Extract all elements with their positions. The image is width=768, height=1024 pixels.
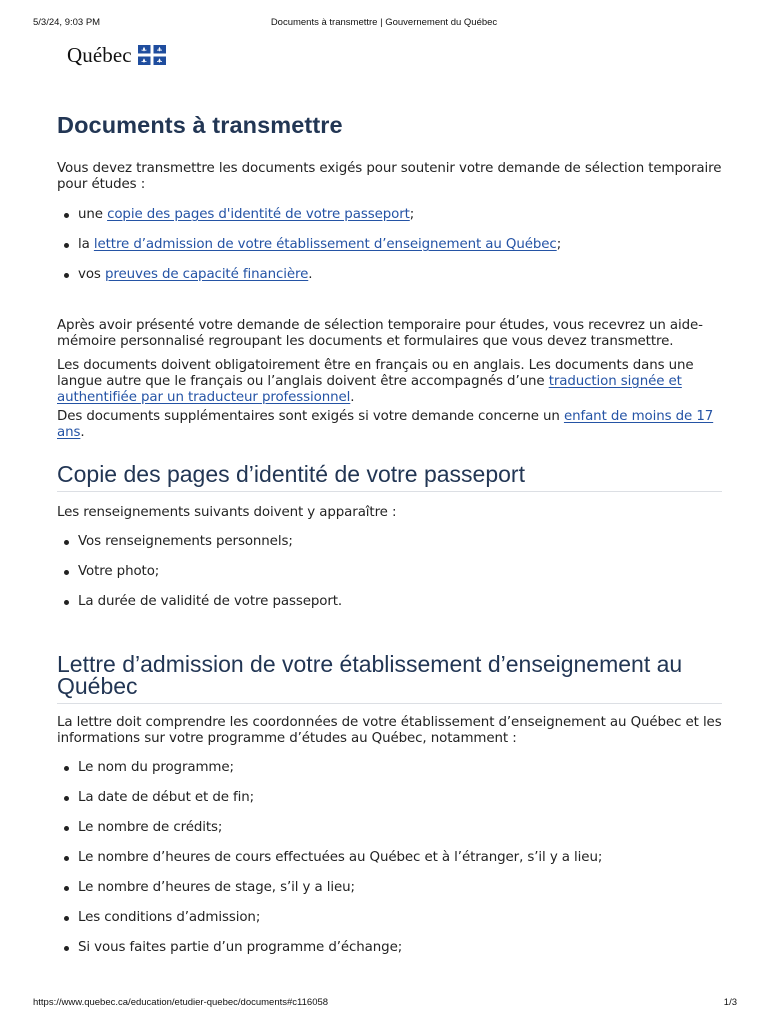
quebec-logo[interactable]: [67, 40, 166, 70]
admission-letter-link[interactable]: lettre d’admission de votre établissement d’enseignement au Québec: [93, 237, 557, 252]
passport-section-title: Copie des pages d’identité de votre passeport: [57, 463, 722, 492]
passport-link[interactable]: copie des pages d'identité de votre passeport: [107, 207, 410, 222]
list-item: Le nombre de crédits;: [57, 820, 722, 836]
quebec-flag-icon: [138, 45, 166, 65]
admission-section-intro: La lettre doit comprendre les coordonnées de votre établissement d’enseignement au Québec et les informations sur votre programme d’études au Québec, notamment :: [57, 715, 722, 746]
list-item: une copie des pages d'identité de votre passeport;: [57, 207, 722, 223]
list-item: Si vous faites partie d’un programme d’échange;: [57, 940, 722, 956]
language-paragraph: Les documents doivent obligatoirement être en français ou en anglais. Les documents dans une langue autre que le français ou l’anglais doivent être accompagnés d’une traduction signée et authentifiée par un traducteur professionnel.: [57, 358, 694, 405]
child-under-17-link[interactable]: enfant de moins de 17 ans: [57, 409, 714, 440]
list-item: La durée de validité de votre passeport.: [57, 594, 722, 610]
list-item: Votre photo;: [57, 564, 722, 580]
list-item: Le nombre d’heures de stage, s’il y a lieu;: [57, 880, 722, 896]
page-title: Documents à transmettre: [57, 112, 343, 138]
print-page-number: 1/3: [723, 997, 737, 1008]
admission-letter-contents-list: [57, 760, 722, 956]
list-item: vos preuves de capacité financière.: [57, 267, 722, 283]
passport-info-list: [57, 534, 722, 610]
print-document-title: Documents à transmettre | Gouvernement du Québec: [270, 17, 498, 28]
main-content: [57, 112, 722, 956]
list-item: Les conditions d’admission;: [57, 910, 722, 926]
list-item: Le nombre d’heures de cours effectuées au Québec et à l’étranger, s’il y a lieu;: [57, 850, 722, 866]
list-item: La date de début et de fin;: [57, 790, 722, 806]
admission-section-title: Lettre d’admission de votre établissement d’enseignement au Québec: [57, 653, 722, 704]
print-header: [0, 15, 768, 29]
print-footer: [0, 997, 768, 1011]
list-item: la lettre d’admission de votre établissement d’enseignement au Québec;: [57, 237, 722, 253]
financial-proof-link[interactable]: preuves de capacité financière: [104, 267, 309, 282]
required-documents-list: [57, 207, 722, 283]
list-item: Le nom du programme;: [57, 760, 722, 776]
extra-documents-paragraph: Des documents supplémentaires sont exigés si votre demande concerne un enfant de moins de 17 ans.: [57, 409, 714, 440]
translation-link[interactable]: traduction signée et authentifiée par un traducteur professionnel: [57, 374, 682, 405]
list-item: Vos renseignements personnels;: [57, 534, 722, 550]
intro-paragraph: Vous devez transmettre les documents exigés pour soutenir votre demande de sélection temporaire pour études :: [57, 161, 722, 192]
passport-section-intro: Les renseignements suivants doivent y apparaître :: [57, 505, 397, 520]
logo-wordmark: Québec: [67, 42, 132, 67]
print-date: 5/3/24, 9:03 PM: [33, 17, 101, 28]
after-submission-paragraph: Après avoir présenté votre demande de sélection temporaire pour études, vous recevrez un aide-mémoire personnalisé regroupant les documents et formulaires que vous devez transmettre.: [57, 318, 703, 349]
print-url: https://www.quebec.ca/education/etudier-quebec/documents#c116058: [33, 997, 329, 1008]
